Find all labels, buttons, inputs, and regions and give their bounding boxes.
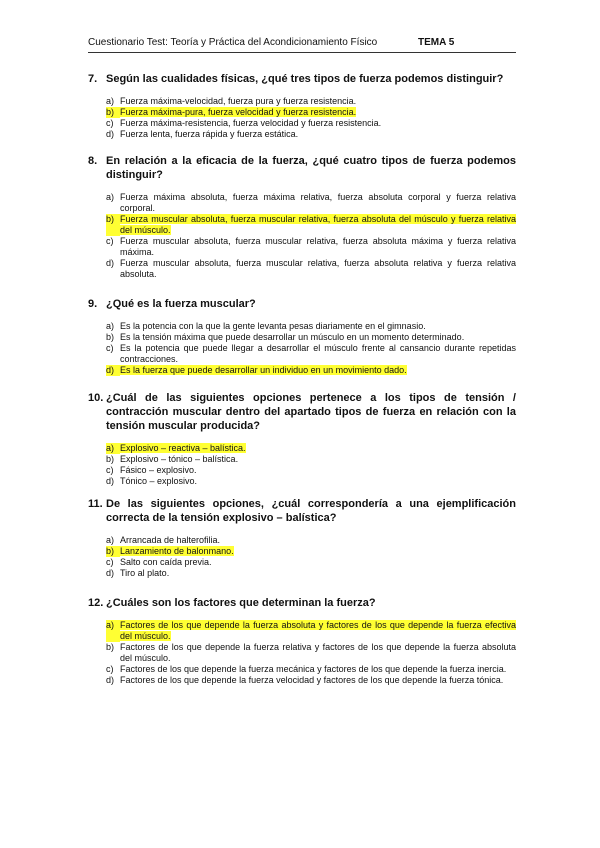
option-c[interactable] <box>106 664 516 675</box>
option-letter: c) <box>106 557 114 567</box>
option-text: Fuerza muscular absoluta, fuerza muscular relativa, fuerza absoluta relativa y fuerza relativa absoluta. <box>120 258 516 279</box>
question-11 <box>88 497 516 579</box>
option-letter: d) <box>106 675 115 685</box>
options-list <box>106 443 516 487</box>
question-text: De las siguientes opciones, ¿cuál correspondería a una ejemplificación correcta de la tensión explosivo – balística? <box>106 498 516 524</box>
option-text: Fuerza lenta, fuerza rápida y fuerza estática. <box>120 129 299 139</box>
question-8 <box>88 154 516 280</box>
option-letter: a) <box>106 443 120 454</box>
option-d[interactable] <box>106 675 516 686</box>
option-letter: c) <box>106 343 114 353</box>
option-b[interactable] <box>106 642 516 664</box>
option-a[interactable] <box>106 192 516 214</box>
option-letter: b) <box>106 546 120 557</box>
option-a[interactable] <box>106 321 516 332</box>
tema-label: TEMA 5 <box>418 37 455 48</box>
option-text: Fuerza muscular absoluta, fuerza muscular relativa, fuerza absoluta máxima y fuerza relativa máxima. <box>120 236 516 257</box>
option-letter: d) <box>106 365 120 376</box>
options-list <box>106 321 516 376</box>
option-text: Explosivo – tónico – balística. <box>120 454 239 464</box>
question-9 <box>88 297 516 376</box>
option-text: Fuerza máxima-resistencia, fuerza velocidad y fuerza resistencia. <box>120 118 382 128</box>
option-letter: c) <box>106 664 114 674</box>
question-text: Según las cualidades físicas, ¿qué tres tipos de fuerza podemos distinguir? <box>106 73 504 85</box>
option-text-highlighted: Factores de los que depende la fuerza absoluta y factores de los que depende la fuerza efectiva del músculo. <box>120 620 516 641</box>
question-title <box>88 596 516 610</box>
option-letter: a) <box>106 192 115 202</box>
question-number: 10. <box>88 392 104 404</box>
option-letter: b) <box>106 214 120 236</box>
option-letter: b) <box>106 332 115 342</box>
option-letter: c) <box>106 465 114 475</box>
option-letter: a) <box>106 535 115 545</box>
option-letter: c) <box>106 118 114 128</box>
option-b[interactable] <box>106 454 516 465</box>
option-d[interactable] <box>106 365 516 376</box>
options-list <box>106 96 516 140</box>
question-title <box>88 497 516 525</box>
option-text: Fuerza máxima absoluta, fuerza máxima relativa, fuerza absoluta corporal y fuerza relativa corporal. <box>120 192 516 213</box>
option-b[interactable] <box>106 546 516 557</box>
option-letter: d) <box>106 476 115 486</box>
option-a[interactable] <box>106 96 516 107</box>
option-c[interactable] <box>106 557 516 568</box>
option-text-highlighted: Fuerza máxima-pura, fuerza velocidad y fuerza resistencia. <box>120 107 357 117</box>
option-c[interactable] <box>106 343 516 365</box>
option-text-highlighted: Fuerza muscular absoluta, fuerza muscular relativa, fuerza absoluta del músculo y fuerza relativa del músculo. <box>120 214 516 235</box>
option-c[interactable] <box>106 465 516 476</box>
option-d[interactable] <box>106 568 516 579</box>
question-text: ¿Cuáles son los factores que determinan la fuerza? <box>106 597 376 609</box>
option-letter: b) <box>106 107 120 118</box>
page-header <box>88 37 516 53</box>
question-10 <box>88 391 516 487</box>
question-7 <box>88 72 516 140</box>
option-text-highlighted: Explosivo – reactiva – balística. <box>120 443 246 453</box>
option-letter: c) <box>106 236 114 246</box>
option-letter: a) <box>106 321 115 331</box>
question-text: ¿Qué es la fuerza muscular? <box>106 298 256 310</box>
option-letter: d) <box>106 568 115 578</box>
option-c[interactable] <box>106 118 516 129</box>
option-text: Factores de los que depende la fuerza relativa y factores de los que depende la fuerza absoluta del músculo. <box>120 642 516 663</box>
question-title <box>88 297 516 311</box>
question-title <box>88 72 516 86</box>
option-text: Fásico – explosivo. <box>120 465 197 475</box>
option-a[interactable] <box>106 620 516 642</box>
options-list <box>106 620 516 686</box>
question-text: ¿Cuál de las siguientes opciones pertenece a los tipos de tensión / contracción muscular dentro del apartado tipos de fuerza en relación con la tensión muscular producida? <box>106 392 516 432</box>
question-number: 7. <box>88 73 98 85</box>
options-list <box>106 192 516 280</box>
option-letter: d) <box>106 258 115 268</box>
option-text-highlighted: Lanzamiento de balonmano. <box>120 546 234 556</box>
question-12 <box>88 596 516 686</box>
document-title: Cuestionario Test: Teoría y Práctica del Acondicionamiento Físico <box>88 37 378 48</box>
option-letter: d) <box>106 129 115 139</box>
option-letter: a) <box>106 620 120 642</box>
option-b[interactable] <box>106 107 516 118</box>
option-d[interactable] <box>106 129 516 140</box>
option-text: Arrancada de halterofilia. <box>120 535 221 545</box>
option-text: Es la tensión máxima que puede desarrollar un músculo en un momento determinado. <box>120 332 465 342</box>
option-text: Tiro al plato. <box>120 568 170 578</box>
option-b[interactable] <box>106 332 516 343</box>
question-title <box>88 391 516 433</box>
option-text: Salto con caída previa. <box>120 557 212 567</box>
option-b[interactable] <box>106 214 516 236</box>
option-text: Factores de los que depende la fuerza velocidad y factores de los que depende la fuerza tónica. <box>120 675 504 685</box>
options-list <box>106 535 516 579</box>
question-title <box>88 154 516 182</box>
question-number: 11. <box>88 498 103 510</box>
question-number: 9. <box>88 298 98 310</box>
option-letter: b) <box>106 642 115 652</box>
option-letter: b) <box>106 454 115 464</box>
question-number: 8. <box>88 155 98 167</box>
option-c[interactable] <box>106 236 516 258</box>
option-a[interactable] <box>106 535 516 546</box>
option-text: Factores de los que depende la fuerza mecánica y factores de los que depende la fuerza inercia. <box>120 664 507 674</box>
option-d[interactable] <box>106 258 516 280</box>
question-text: En relación a la eficacia de la fuerza, ¿qué cuatro tipos de fuerza podemos distinguir? <box>106 155 516 181</box>
option-text: Es la potencia con la que la gente levanta pesas diariamente en el gimnasio. <box>120 321 426 331</box>
option-a[interactable] <box>106 443 516 454</box>
option-d[interactable] <box>106 476 516 487</box>
option-text: Fuerza máxima-velocidad, fuerza pura y fuerza resistencia. <box>120 96 357 106</box>
option-letter: a) <box>106 96 115 106</box>
option-text: Es la potencia que puede llegar a desarrollar el músculo frente al cansancio durante repetidas contracciones. <box>120 343 516 364</box>
option-text: Tónico – explosivo. <box>120 476 198 486</box>
option-text-highlighted: Es la fuerza que puede desarrollar un individuo en un movimiento dado. <box>120 365 407 375</box>
question-number: 12. <box>88 597 104 609</box>
